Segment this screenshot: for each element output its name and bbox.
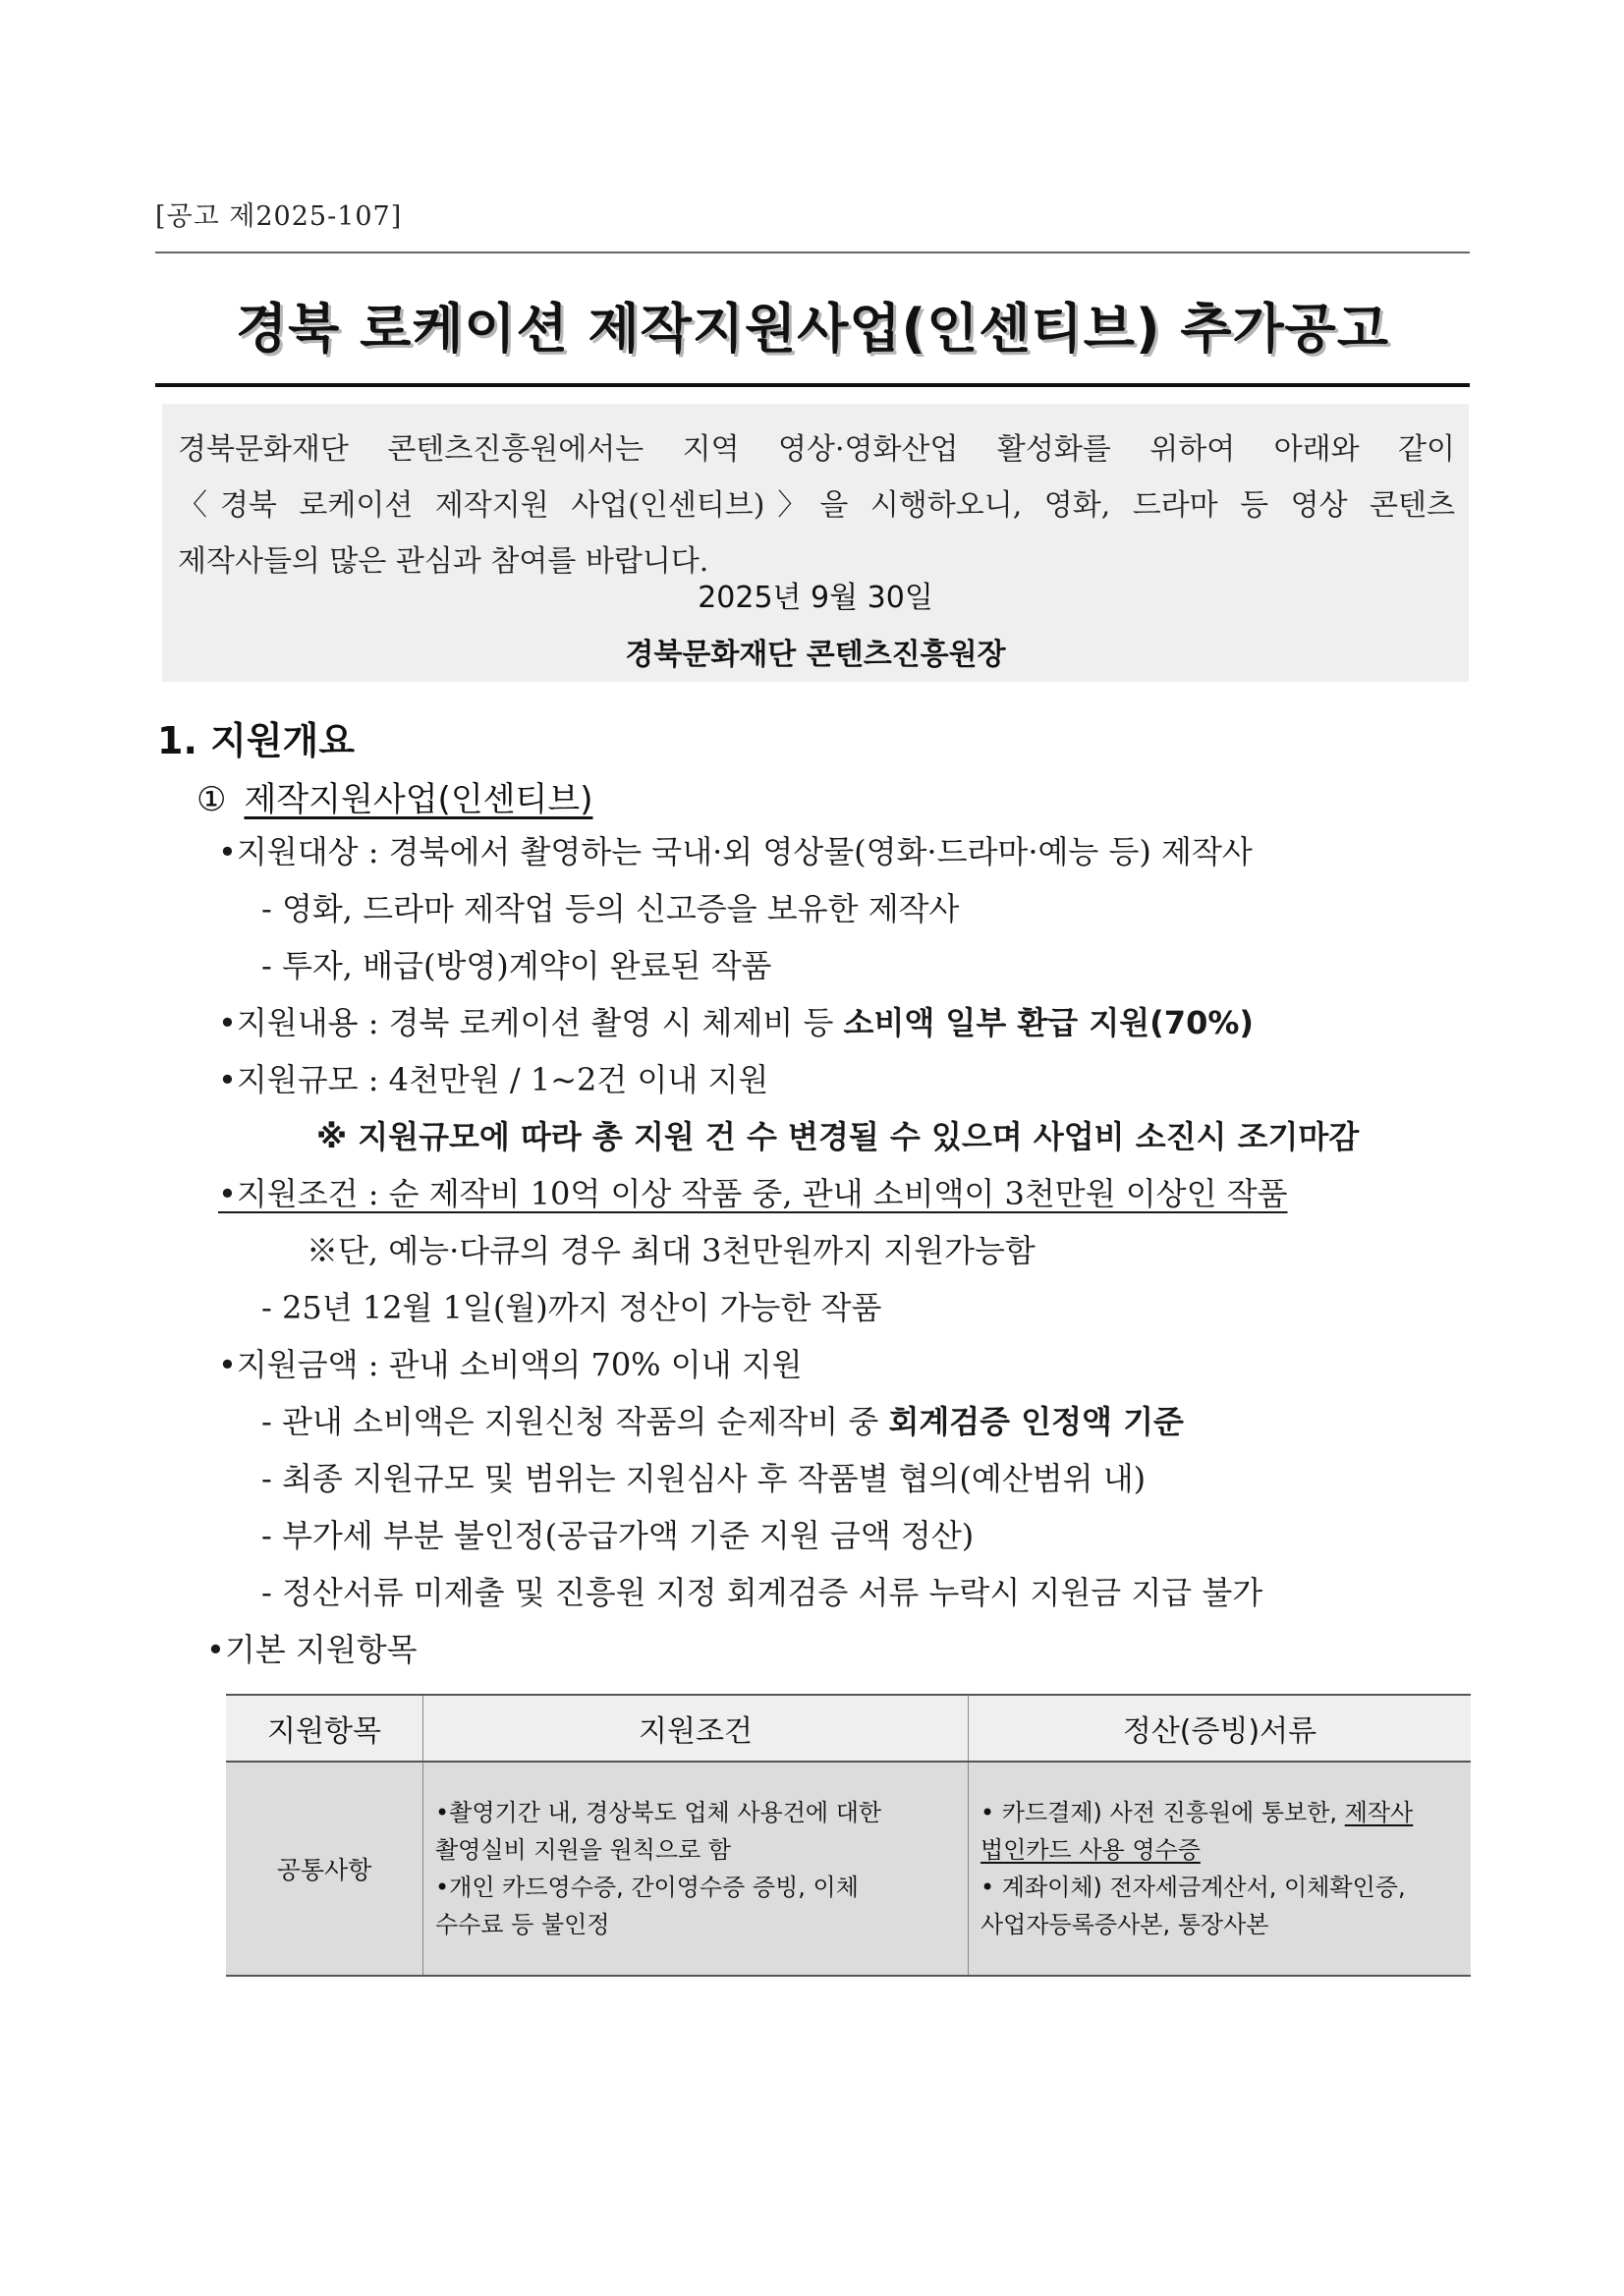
support-scale: •지원규모 : 4천만원 / 1~2건 이내 지원	[218, 1061, 769, 1098]
support-amount-detail-2: - 최종 지원규모 및 범위는 지원심사 후 작품별 협의(예산범위 내)	[261, 1460, 1147, 1497]
support-target: •지원대상 : 경북에서 촬영하는 국내·외 영상물(영화·드라마·예능 등) 제작사	[218, 833, 1253, 870]
table-header-condition: 지원조건	[423, 1695, 969, 1762]
top-divider	[155, 252, 1470, 253]
condition-line: 촬영실비 지원을 원칙으로 함	[435, 1836, 732, 1864]
issuer-signature: 경북문화재단 콘텐츠진흥원장	[625, 638, 1006, 672]
document-line-card-2: 법인카드 사용 영수증	[980, 1836, 1201, 1864]
support-scale-note: ※ 지원규모에 따라 총 지원 건 수 변경될 수 있으며 사업비 소진시 조기마감	[316, 1118, 1360, 1155]
support-condition-note: ※단, 예능·다큐의 경우 최대 3천만원까지 지원가능함	[307, 1232, 1036, 1269]
support-content	[218, 998, 1254, 1043]
table-cell-conditions	[423, 1762, 969, 1976]
support-condition: •지원조건 : 순 제작비 10억 이상 작품 중, 관내 소비액이 3천만원 이상인 작품	[218, 1175, 1288, 1212]
support-amount-detail-1	[261, 1397, 1184, 1442]
support-content-highlight: 소비액 일부 환급 지원(70%)	[843, 1004, 1255, 1041]
table-cell-documents	[969, 1762, 1472, 1976]
intro-line-3: 제작사들의 많은 관심과 참여를 바랍니다.	[178, 544, 709, 579]
document-line-transfer: • 계좌이체) 전자세금계산서, 이체확인증,	[980, 1874, 1406, 1901]
title-divider	[155, 383, 1470, 387]
table-row	[226, 1762, 1471, 1976]
support-amount: •지원금액 : 관내 소비액의 70% 이내 지원	[218, 1346, 803, 1383]
page-title: 경북 로케이션 제작지원사업(인센티브) 추가공고	[235, 298, 1390, 360]
document-line-transfer-2: 사업자등록증사본, 통장사본	[980, 1911, 1269, 1938]
document-card-underlined: 제작사	[1344, 1799, 1414, 1826]
support-content-label: •지원내용 : 경북 로케이션 촬영 시 체제비 등	[218, 1004, 844, 1041]
table-cell-category: 공통사항	[226, 1762, 423, 1976]
support-target-detail-1: - 영화, 드라마 제작업 등의 신고증을 보유한 제작사	[261, 890, 960, 927]
section-heading: 1. 지원개요	[157, 719, 355, 762]
document-card-text: • 카드결제) 사전 진흥원에 통보한,	[980, 1799, 1345, 1826]
sub-heading-number: ①	[196, 780, 227, 819]
sub-heading-title: 제작지원사업(인센티브)	[244, 780, 593, 819]
sub-heading	[196, 772, 592, 820]
condition-line: 수수료 등 불인정	[435, 1911, 610, 1938]
notice-number: [공고 제2025-107]	[155, 201, 403, 232]
support-amount-detail-4: - 정산서류 미제출 및 진흥원 지정 회계검증 서류 누락시 지원금 지급 불가	[261, 1574, 1263, 1611]
intro-line-1: 경북문화재단 콘텐츠진흥원에서는 지역 영상·영화산업 활성화를 위하여 아래와 같이	[178, 432, 1455, 467]
condition-line: •개인 카드영수증, 간이영수증 증빙, 이체	[435, 1874, 859, 1901]
support-amount-detail-1-text: - 관내 소비액은 지원신청 작품의 순제작비 중	[261, 1403, 889, 1440]
support-target-detail-2: - 투자, 배급(방영)계약이 완료된 작품	[261, 947, 772, 984]
support-condition-detail: - 25년 12월 1일(월)까지 정산이 가능한 작품	[261, 1289, 882, 1326]
condition-line: •촬영기간 내, 경상북도 업체 사용건에 대한	[435, 1799, 882, 1826]
intro-box	[162, 404, 1469, 682]
intro-paragraph	[178, 421, 1455, 589]
table-header-item: 지원항목	[226, 1695, 423, 1762]
support-items-table	[226, 1694, 1471, 1977]
table-header-row	[226, 1695, 1471, 1762]
table-header-documents: 정산(증빙)서류	[969, 1695, 1472, 1762]
support-amount-detail-3: - 부가세 부분 불인정(공급가액 기준 지원 금액 정산)	[261, 1517, 975, 1554]
document-line-card	[980, 1794, 1459, 1831]
basic-support-items: •기본 지원항목	[206, 1631, 418, 1668]
support-amount-detail-1-highlight: 회계검증 인정액 기준	[888, 1403, 1184, 1440]
notice-date: 2025년 9월 30일	[698, 581, 933, 615]
intro-line-2: 〈경북 로케이션 제작지원 사업(인센티브)〉을 시행하오니, 영화, 드라마 등 영상 콘텐츠	[178, 488, 1455, 523]
